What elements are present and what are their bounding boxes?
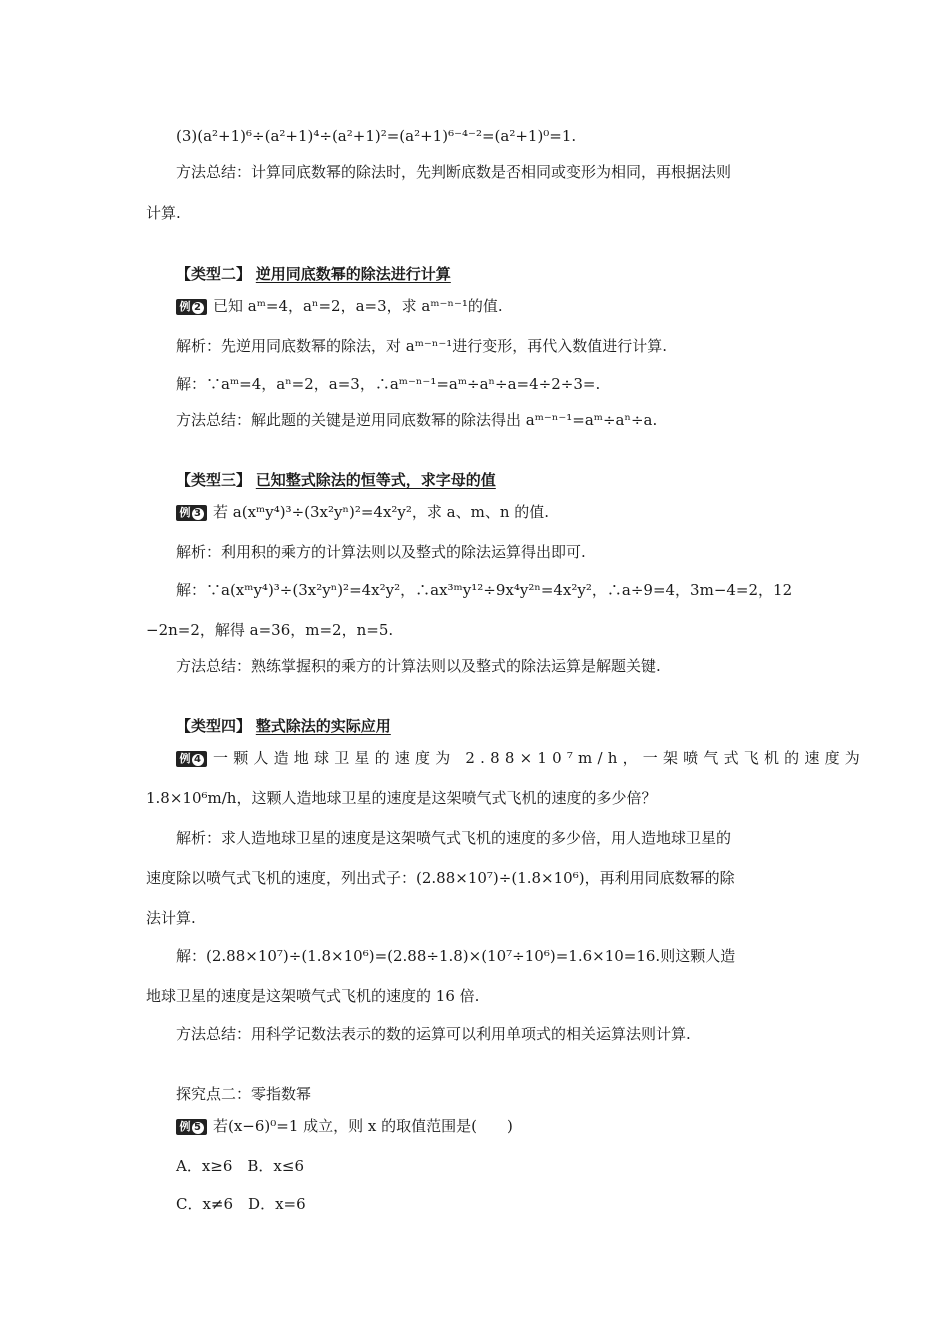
example-3 bbox=[176, 502, 549, 522]
type-4-bracket: 【类型四】 bbox=[176, 717, 252, 735]
example-2-text: 已知 aᵐ=4，aⁿ=2，a=3，求 aᵐ⁻ⁿ⁻¹的值. bbox=[213, 297, 503, 315]
type-3-title: 已知整式除法的恒等式，求字母的值 bbox=[255, 471, 496, 489]
example-2-analysis: 解析：先逆用同底数幂的除法，对 aᵐ⁻ⁿ⁻¹进行变形，再代入数值进行计算. bbox=[176, 337, 668, 355]
example-2-summary: 方法总结：解此题的关键是逆用同底数幂的除法得出 aᵐ⁻ⁿ⁻¹=aᵐ÷aⁿ÷a. bbox=[176, 411, 658, 429]
method-summary-1: 方法总结：计算同底数幂的除法时，先判断底数是否相同或变形为相同，再根据法则 bbox=[176, 163, 732, 181]
example-4-solution-1: 解：(2.88×10⁷)÷(1.8×10⁶)=(2.88÷1.8)×(10⁷÷10⁶)=1.6×10=16.则这颗人造 bbox=[176, 947, 736, 965]
line-example1-part3: (3)(a²+1)⁶÷(a²+1)⁴÷(a²+1)²=(a²+1)⁶⁻⁴⁻²=(a²+1)⁰=1. bbox=[176, 127, 577, 145]
type-3-bracket: 【类型三】 bbox=[176, 471, 252, 489]
example-4-badge: 例 4 bbox=[176, 751, 207, 767]
example-5-text: 若(x−6)⁰=1 成立，则 x 的取值范围是( ) bbox=[213, 1117, 513, 1135]
example-3-text: 若 a(xᵐy⁴)³÷(3x²yⁿ)²=4x²y²，求 a、m、n 的值. bbox=[213, 503, 550, 521]
type-4-title: 整式除法的实际应用 bbox=[255, 717, 391, 735]
example-3-summary: 方法总结：熟练掌握积的乘方的计算法则以及整式的除法运算是解题关键. bbox=[176, 657, 661, 675]
example-4-text-2: 1.8×10⁶m/h，这颗人造地球卫星的速度是这架喷气式飞机的速度的多少倍？ bbox=[146, 789, 657, 807]
example-3-solution-2: −2n=2，解得 a=36，m=2，n=5. bbox=[146, 621, 394, 639]
example-2 bbox=[176, 296, 503, 316]
example-3-solution-1: 解：∵a(xᵐy⁴)³÷(3x²yⁿ)²=4x²y²，∴ax³ᵐy¹²÷9x⁴y²ⁿ=4x²y²，∴a÷9=4，3m−4=2，12 bbox=[176, 581, 793, 599]
example-3-badge: 例 3 bbox=[176, 505, 207, 521]
example-4-analysis-1: 解析：求人造地球卫星的速度是这架喷气式飞机的速度的多少倍，用人造地球卫星的 bbox=[176, 829, 732, 847]
method-summary-1-cont: 计算. bbox=[146, 204, 181, 222]
type-3-header bbox=[176, 470, 496, 490]
example-3-analysis: 解析：利用积的乘方的计算法则以及整式的除法运算得出即可. bbox=[176, 543, 586, 561]
example-5-options-cd: C．x≠6 D．x=6 bbox=[176, 1195, 306, 1213]
example-4-solution-2: 地球卫星的速度是这架喷气式飞机的速度的 16 倍. bbox=[146, 987, 480, 1005]
type-2-title: 逆用同底数幂的除法进行计算 bbox=[255, 265, 451, 283]
example-2-solution: 解：∵aᵐ=4，aⁿ=2，a=3，∴aᵐ⁻ⁿ⁻¹=aᵐ÷aⁿ÷a=4÷2÷3=. bbox=[176, 375, 601, 393]
example-4-summary: 方法总结：用科学记数法表示的数的运算可以利用单项式的相关运算法则计算. bbox=[176, 1025, 691, 1043]
example-4 bbox=[176, 748, 865, 768]
example-4-analysis-2: 速度除以喷气式飞机的速度，列出式子：(2.88×10⁷)÷(1.8×10⁶)，再利用同底数幂的除 bbox=[146, 869, 735, 887]
example-4-analysis-3: 法计算. bbox=[146, 909, 196, 927]
example-5-options-ab: A．x≥6 B．x≤6 bbox=[176, 1157, 304, 1175]
example-2-badge: 例 2 bbox=[176, 299, 207, 315]
example-5 bbox=[176, 1116, 513, 1136]
type-4-header bbox=[176, 716, 391, 736]
type-2-header bbox=[176, 264, 451, 284]
example-4-text-1: 一颗人造地球卫星的速度为 2.88×10⁷m/h，一架喷气式飞机的速度为 bbox=[213, 749, 865, 767]
type-2-bracket: 【类型二】 bbox=[176, 265, 252, 283]
section-title-zero-exponent: 探究点二：零指数幂 bbox=[176, 1085, 312, 1103]
example-5-badge: 例 5 bbox=[176, 1119, 207, 1135]
